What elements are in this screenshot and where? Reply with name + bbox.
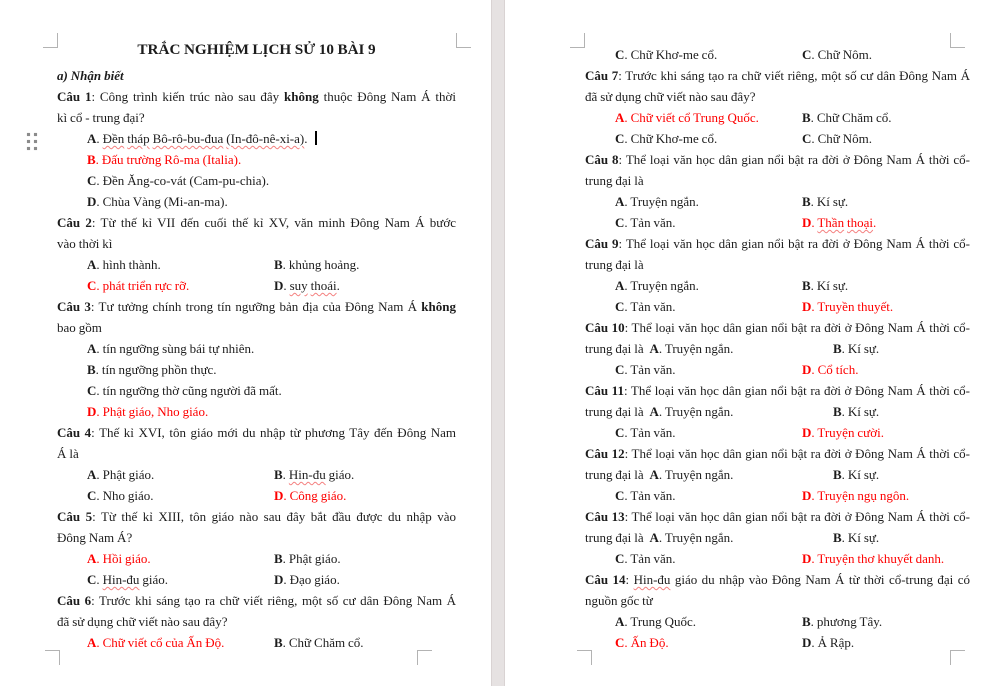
text-run: giáo. [139, 572, 169, 587]
answer-option[interactable] [87, 551, 151, 566]
text-run: thuộc Đông Nam Á thời [318, 89, 456, 104]
misspelled-word: (In-đô-nê-xi-a) [226, 131, 305, 146]
misspelled-word: Đền [102, 131, 125, 146]
text-run: A [87, 341, 97, 356]
text-run: A [87, 131, 97, 146]
answer-option-row[interactable] [585, 191, 970, 212]
answer-option[interactable] [833, 338, 879, 359]
answer-option[interactable] [615, 614, 696, 629]
crop-mark-top-right [456, 33, 471, 48]
text-run: B [87, 152, 96, 167]
text-run: . Công giáo. [283, 488, 347, 503]
text-run: . Tản văn. [624, 488, 676, 503]
text-run: C [87, 572, 97, 587]
text-run: D [802, 488, 812, 503]
text-run: D [274, 488, 284, 503]
text-run: A [615, 110, 625, 125]
text-run: . tín ngưỡng phồn thực. [95, 362, 217, 377]
text-run: . [96, 572, 103, 587]
answer-option[interactable] [87, 572, 168, 587]
answer-option[interactable] [87, 257, 161, 272]
answer-option-row[interactable] [585, 359, 970, 380]
text-run: . Truyện ngắn. [658, 341, 734, 356]
text-run: Câu 1 [57, 89, 92, 104]
answer-option[interactable] [802, 422, 884, 443]
text-run: A [615, 278, 625, 293]
misspelled-word: Bô-rô-bu-đua [152, 131, 224, 146]
answer-option-row[interactable] [57, 485, 456, 506]
answer-option[interactable] [802, 44, 872, 65]
text-run: . Đấu trường Rô-ma (Italia). [95, 152, 242, 167]
question-line[interactable] [585, 569, 970, 590]
text-run: . Trung Quốc. [624, 614, 697, 629]
text-run: . tín ngưỡng sùng bái tự nhiên. [96, 341, 255, 356]
answer-option[interactable] [87, 278, 189, 293]
text-run: : Công trình kiến trúc nào sau đây [91, 89, 285, 104]
misspelled-word: Thần [817, 215, 845, 230]
text-run: : Tư tưởng chính trong tín ngưỡng bản địa của Đông Nam Á [90, 299, 422, 314]
text-run: B [802, 278, 811, 293]
crop-mark-top-left [43, 33, 58, 48]
answer-option[interactable] [274, 548, 341, 569]
page-2[interactable] [505, 0, 997, 686]
answer-option[interactable] [274, 632, 364, 653]
text-run: A [649, 404, 659, 419]
answer-option-line[interactable] [57, 359, 456, 380]
text-run: TRẮC NGHIỆM LỊCH SỬ 10 BÀI 9 [137, 41, 376, 58]
question-line-continued[interactable] [585, 254, 970, 275]
answer-option-row[interactable] [585, 464, 970, 485]
text-run: A [87, 257, 97, 272]
answer-option-row[interactable] [585, 128, 970, 149]
answer-option[interactable] [87, 488, 154, 503]
text-run: B [274, 551, 283, 566]
text-run: . Truyện cười. [811, 425, 884, 440]
text-run: D [274, 572, 284, 587]
text-run: . Kí sự. [841, 404, 880, 419]
question-line-continued[interactable] [585, 170, 970, 191]
answer-option[interactable] [615, 635, 669, 650]
text-run: A [87, 635, 97, 650]
paragraph-drag-handle-icon[interactable] [27, 133, 37, 150]
text-run: Câu 12 [585, 446, 625, 461]
text-run: Câu 4 [57, 425, 92, 440]
text-run: đã sử dụng chữ viết nào sau đây? [57, 614, 228, 629]
misspelled-word: suy [289, 278, 308, 293]
answer-option[interactable] [802, 359, 858, 380]
answer-option-row[interactable] [585, 485, 970, 506]
text-run: . Tản văn. [624, 551, 676, 566]
misspelled-word: Hin-đu [288, 467, 326, 482]
text-run: B [833, 530, 842, 545]
text-run: . Phật giáo. [96, 467, 155, 482]
misspelled-word: Hin-đu [633, 572, 671, 587]
text-run: . Truyện ngụ ngôn. [811, 488, 910, 503]
crop-mark-top-left [570, 33, 585, 48]
text-run: . Phật giáo. [282, 551, 341, 566]
text-run: Đông Nam Á? [57, 530, 133, 545]
question-line-continued[interactable] [57, 527, 456, 548]
text-run: A [649, 467, 659, 482]
text-run: C [87, 173, 97, 188]
text-run: . Ả Rập. [811, 635, 855, 650]
text-run: : Thể loại văn học dân gian nổi bật ra đời ở Đông Nam Á thời cổ- [618, 236, 970, 251]
text-run: : Thể loại văn học dân gian nổi bật ra đời ở Đông Nam Á thời cổ- [624, 509, 971, 524]
text-run: Câu 13 [585, 509, 625, 524]
answer-option[interactable] [585, 404, 733, 419]
text-run: . Nho giáo. [96, 488, 154, 503]
text-run: D [87, 404, 97, 419]
page-1-text-area[interactable] [57, 40, 456, 653]
answer-option[interactable] [802, 548, 944, 569]
answer-option[interactable] [585, 530, 733, 545]
question-line[interactable] [585, 65, 970, 86]
text-run: . Truyện ngắn. [658, 404, 734, 419]
text-run: : Từ thế kỉ VII đến cuối thế kỉ XV, văn minh Đông Nam Á bước [91, 215, 456, 230]
text-run: Câu 11 [585, 383, 624, 398]
answer-option-row[interactable] [585, 632, 970, 653]
text-run: D [802, 551, 812, 566]
answer-option[interactable] [274, 464, 354, 485]
text-run: D [802, 215, 812, 230]
answer-option-row[interactable] [585, 44, 970, 65]
text-run: A [649, 341, 659, 356]
text-run: D [802, 635, 812, 650]
answer-option[interactable] [87, 635, 224, 650]
text-run: . Truyện ngắn. [658, 530, 734, 545]
answer-option[interactable] [802, 611, 882, 632]
text-run: . Kí sự. [841, 341, 880, 356]
text-run: nguồn gốc từ [585, 593, 653, 608]
text-run: . Chữ Nôm. [811, 131, 873, 146]
handle-dot [34, 147, 37, 150]
misspelled-word: Hin-đu [102, 572, 140, 587]
answer-option[interactable] [802, 296, 893, 317]
answer-option[interactable] [802, 275, 848, 296]
answer-option[interactable] [615, 278, 699, 293]
text-run: : Thể loại văn học dân gian nổi bật ra đời ở Đông Nam Á thời cổ- [624, 320, 971, 335]
answer-option[interactable] [833, 464, 879, 485]
text-run: A [615, 194, 625, 209]
answer-option-line[interactable] [57, 149, 456, 170]
text-run: . Tản văn. [624, 425, 676, 440]
text-run: . Kí sự. [841, 467, 880, 482]
text-run: C [615, 488, 625, 503]
text-run: Á là [57, 446, 79, 461]
answer-option[interactable] [615, 131, 717, 146]
answer-option[interactable] [802, 212, 876, 233]
misspelled-word: thoái [310, 278, 337, 293]
answer-option[interactable] [585, 467, 733, 482]
text-run: B [833, 341, 842, 356]
answer-option-line[interactable] [57, 401, 456, 422]
text-run: D [802, 299, 812, 314]
answer-option-line[interactable] [57, 380, 456, 401]
text-run: C [87, 278, 97, 293]
answer-option-row[interactable] [57, 254, 456, 275]
text-run: . Ấn Độ. [624, 635, 669, 650]
answer-option-row[interactable] [585, 422, 970, 443]
page-2-text-area[interactable] [585, 44, 970, 653]
answer-option[interactable] [615, 47, 717, 62]
answer-option-row[interactable] [585, 338, 970, 359]
text-run: C [615, 425, 625, 440]
text-run: Câu 3 [57, 299, 91, 314]
page-gap-divider [491, 0, 505, 686]
text-run: Câu 10 [585, 320, 625, 335]
question-line-continued[interactable] [57, 233, 456, 254]
text-run: Câu 14 [585, 572, 626, 587]
text-run: . Truyện ngắn. [624, 278, 699, 293]
text-run: C [802, 131, 812, 146]
handle-dot [27, 140, 30, 143]
text-run: C [615, 47, 625, 62]
text-run: : Thể loại văn học dân gian nổi bật ra đời ở Đông Nam Á thời cổ- [623, 383, 970, 398]
question-line-continued[interactable] [57, 317, 456, 338]
text-run: A [87, 551, 97, 566]
text-run: giáo du nhập vào Đông Nam Á từ thời cổ-trung đại có [670, 572, 970, 587]
answer-option-row[interactable] [585, 275, 970, 296]
text-run: . Chữ Khơ-me cổ. [624, 47, 718, 62]
text-run: Câu 8 [585, 152, 619, 167]
text-run: a) Nhận biết [57, 68, 124, 83]
answer-option-row[interactable] [57, 632, 456, 653]
question-line-continued[interactable] [585, 86, 970, 107]
text-run: . Chữ viết cổ của Ấn Độ. [96, 635, 225, 650]
text-run: trung đại là [585, 257, 644, 272]
text-run: D [802, 425, 812, 440]
text-run: . tín ngưỡng thờ cũng người đã mất. [96, 383, 282, 398]
text-run: . [282, 467, 289, 482]
text-run: : Trước khi sáng tạo ra chữ viết riêng, một số cư dân Đông Nam Á [91, 593, 456, 608]
text-run: đã sử dụng chữ viết nào sau đây? [585, 89, 756, 104]
answer-option-line[interactable] [57, 128, 456, 149]
text-run: A [87, 467, 97, 482]
question-line[interactable] [585, 443, 970, 464]
text-run: . [336, 278, 340, 293]
answer-option[interactable] [802, 107, 892, 128]
text-run: : Thể loại văn học dân gian nổi bật ra đời ở Đông Nam Á thời cổ- [624, 446, 971, 461]
answer-option[interactable] [274, 254, 359, 275]
answer-option-row[interactable] [57, 569, 456, 590]
text-run: Câu 7 [585, 68, 619, 83]
question-line[interactable] [57, 422, 456, 443]
text-run: . Chữ Chăm cổ. [810, 110, 892, 125]
text-run: A [649, 530, 659, 545]
text-run: . Kí sự. [810, 194, 849, 209]
text-run: B [802, 110, 811, 125]
text-run: . Tản văn. [624, 362, 676, 377]
text-run: B [802, 194, 811, 209]
answer-option-row[interactable] [585, 107, 970, 128]
handle-dot [34, 133, 37, 136]
answer-option[interactable] [802, 128, 872, 149]
text-run: . Kí sự. [810, 278, 849, 293]
question-line-continued[interactable] [57, 107, 456, 128]
text-run: bao gồm [57, 320, 102, 335]
text-run: B [833, 467, 842, 482]
text-run: C [615, 635, 625, 650]
answer-option[interactable] [274, 569, 340, 590]
answer-option-row[interactable] [57, 275, 456, 296]
answer-option[interactable] [615, 551, 676, 566]
text-run: A [615, 614, 625, 629]
text-run: C [615, 362, 625, 377]
text-run: . Chùa Vàng (Mi-an-ma). [96, 194, 228, 209]
answer-option-row[interactable] [585, 296, 970, 317]
text-run: . Truyền thuyết. [811, 299, 894, 314]
text-run: : [625, 572, 634, 587]
text-run: . [283, 278, 290, 293]
text-cursor-caret [315, 131, 317, 145]
text-run: C [87, 488, 97, 503]
question-line-continued[interactable] [57, 611, 456, 632]
text-run: trung đại là [585, 467, 650, 482]
page-1[interactable] [0, 0, 491, 686]
answer-option[interactable] [802, 191, 848, 212]
text-run: trung đại là [585, 173, 644, 188]
text-run: . khủng hoảng. [282, 257, 360, 272]
question-line-continued[interactable] [57, 443, 456, 464]
text-run: trung đại là [585, 404, 650, 419]
answer-option[interactable] [833, 401, 879, 422]
answer-option[interactable] [615, 215, 676, 230]
text-run: . [96, 131, 103, 146]
text-run: Câu 5 [57, 509, 93, 524]
misspelled-word: thoại [847, 215, 874, 230]
text-run: B [274, 467, 283, 482]
text-run: trung đại là [585, 530, 650, 545]
text-run: . [811, 215, 818, 230]
text-run: : Thể loại văn học dân gian nổi bật ra đời ở Đông Nam Á thời cổ- [618, 152, 970, 167]
answer-option-row[interactable] [57, 548, 456, 569]
text-run: B [274, 257, 283, 272]
text-run: C [615, 551, 625, 566]
document-title[interactable] [57, 40, 456, 65]
text-run: trung đại là [585, 341, 650, 356]
answer-option[interactable] [615, 425, 676, 440]
text-run: : Trước khi sáng tạo ra chữ viết riêng, một số cư dân Đông Nam Á [618, 68, 970, 83]
text-run: Câu 6 [57, 593, 92, 608]
text-run: . hình thành. [96, 257, 161, 272]
text-run: . [873, 215, 877, 230]
answer-option[interactable] [833, 527, 879, 548]
text-run: B [274, 635, 283, 650]
text-run: D [802, 362, 812, 377]
text-run: Câu 2 [57, 215, 92, 230]
text-run: giáo. [325, 467, 355, 482]
handle-dot [27, 147, 30, 150]
question-line[interactable] [57, 506, 456, 527]
answer-option-row[interactable] [585, 548, 970, 569]
text-run: D [274, 278, 284, 293]
answer-option-row[interactable] [57, 464, 456, 485]
text-run: . Chữ Khơ-me cổ. [624, 131, 718, 146]
question-line[interactable] [585, 380, 970, 401]
answer-option-line[interactable] [57, 338, 456, 359]
text-run: . phương Tây. [810, 614, 883, 629]
text-run: : Thế kỉ XVI, tôn giáo mới du nhập từ phương Tây đến Đông Nam [91, 425, 456, 440]
text-run: . Truyện ngắn. [624, 194, 699, 209]
question-line[interactable] [585, 317, 970, 338]
text-run: . Cổ tích. [811, 362, 859, 377]
text-run: . Đạo giáo. [283, 572, 340, 587]
text-run: C [615, 299, 625, 314]
question-line-continued[interactable] [585, 590, 970, 611]
answer-option-row[interactable] [585, 212, 970, 233]
text-run: . Tản văn. [624, 299, 676, 314]
question-line[interactable] [57, 296, 456, 317]
answer-option[interactable] [87, 467, 154, 482]
text-run: . Tản văn. [624, 215, 676, 230]
text-run: C [615, 215, 625, 230]
misspelled-word: tháp [127, 131, 150, 146]
answer-option[interactable] [274, 485, 346, 506]
answer-option-row[interactable] [585, 611, 970, 632]
answer-option-line[interactable] [57, 170, 456, 191]
answer-option[interactable] [585, 341, 733, 356]
text-run: . Đền Ăng-co-vát (Cam-pu-chia). [96, 173, 270, 188]
question-line[interactable] [57, 212, 456, 233]
answer-option[interactable] [274, 275, 340, 296]
text-run: . Kí sự. [841, 530, 880, 545]
answer-option[interactable] [802, 485, 909, 506]
question-line[interactable] [57, 590, 456, 611]
answer-option-row[interactable] [585, 527, 970, 548]
question-line[interactable] [585, 233, 970, 254]
text-run: . Chữ Chăm cổ. [282, 635, 364, 650]
handle-dot [34, 140, 37, 143]
text-run: C [87, 383, 97, 398]
answer-option-line[interactable] [57, 191, 456, 212]
text-run: . phát triển rực rỡ. [96, 278, 190, 293]
text-run: kì cổ - trung đại? [57, 110, 145, 125]
question-line[interactable] [585, 506, 970, 527]
answer-option[interactable] [615, 299, 676, 314]
text-run: C [615, 131, 625, 146]
answer-option[interactable] [802, 632, 854, 653]
section-heading[interactable] [57, 65, 456, 86]
answer-option-row[interactable] [585, 401, 970, 422]
question-line[interactable] [585, 149, 970, 170]
text-run: . Chữ viết cổ Trung Quốc. [624, 110, 759, 125]
text-run: B [802, 614, 811, 629]
text-run: vào thời kì [57, 236, 113, 251]
text-run: B [87, 362, 96, 377]
text-run: . Truyện thơ khuyết danh. [811, 551, 945, 566]
text-run: . Truyện ngắn. [658, 467, 734, 482]
text-run: không [421, 299, 456, 314]
answer-option[interactable] [615, 110, 759, 125]
answer-option[interactable] [615, 194, 699, 209]
question-line[interactable] [57, 86, 456, 107]
text-run: . Hồi giáo. [96, 551, 151, 566]
text-run: Câu 9 [585, 236, 619, 251]
answer-option[interactable] [615, 488, 676, 503]
text-run: : Từ thế kỉ XIII, tôn giáo nào sau đây bắt đầu được du nhập vào [92, 509, 456, 524]
text-run: . Phật giáo, Nho giáo. [96, 404, 209, 419]
text-run: B [833, 404, 842, 419]
text-run: C [802, 47, 812, 62]
text-run: . [304, 131, 308, 146]
text-run: D [87, 194, 97, 209]
handle-dot [27, 133, 30, 136]
text-run: . Chữ Nôm. [811, 47, 873, 62]
text-run: không [284, 89, 319, 104]
answer-option[interactable] [615, 362, 676, 377]
